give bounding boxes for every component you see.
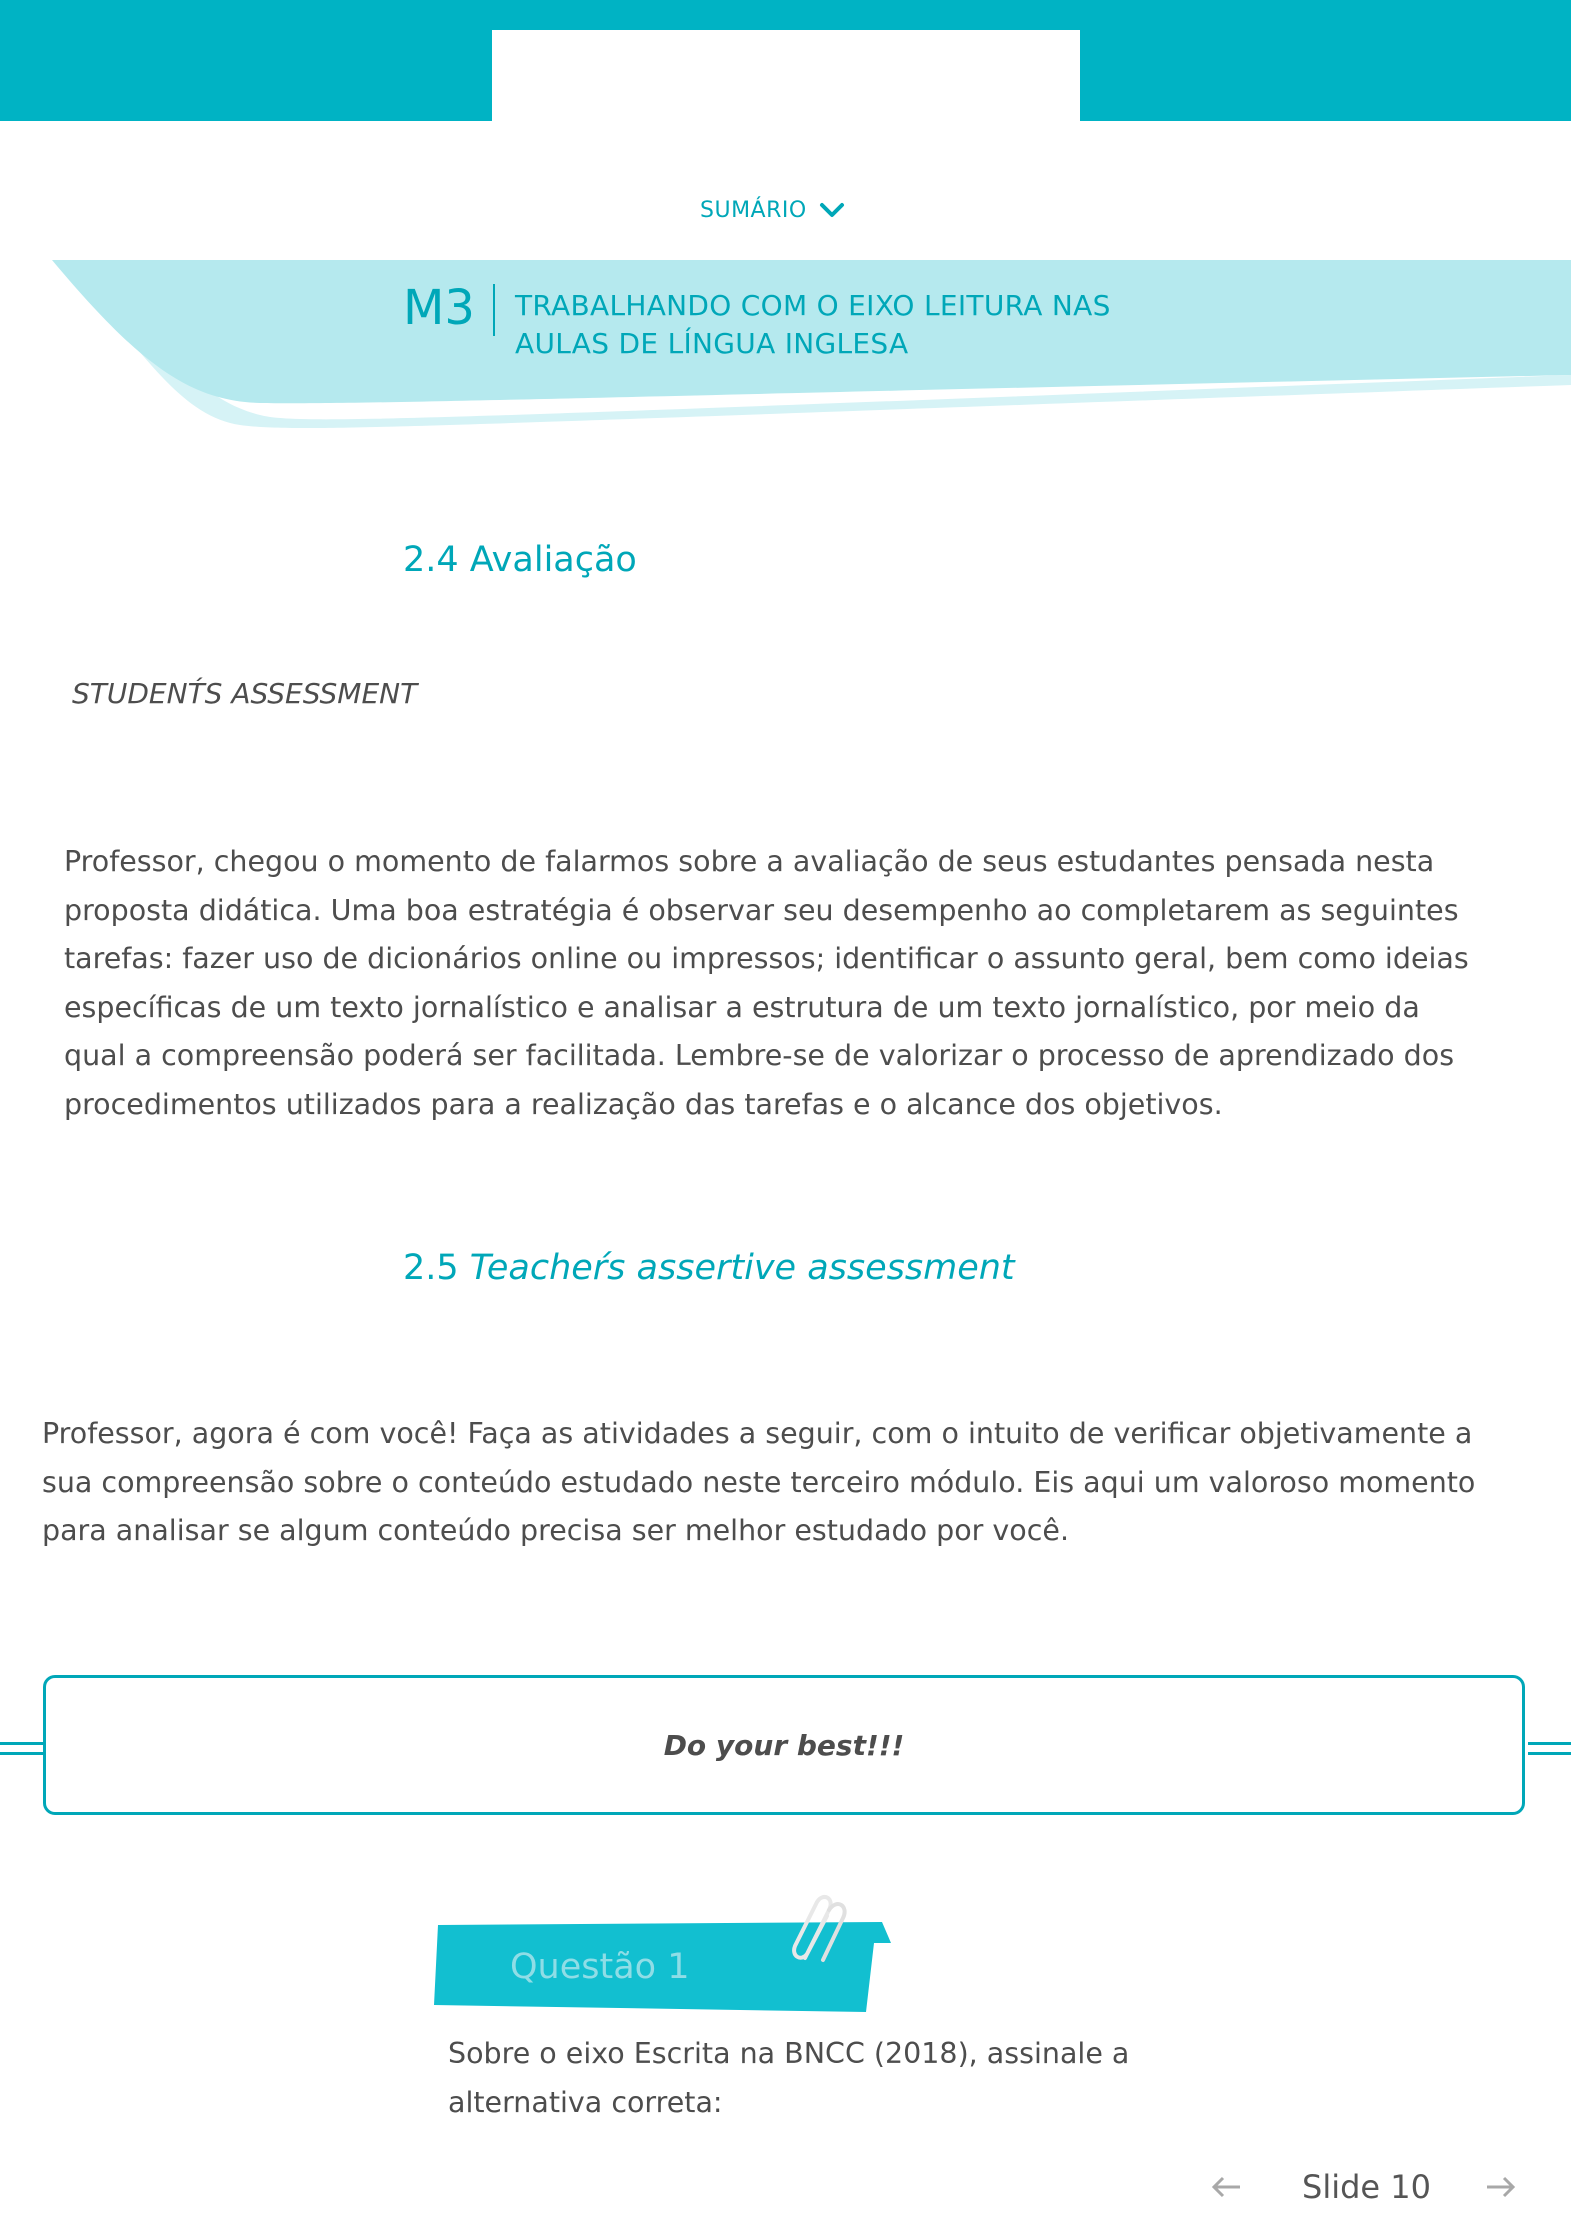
paperclip-icon [785, 1888, 851, 1970]
arrow-right-icon[interactable] [1483, 2175, 1517, 2199]
summary-link[interactable] [700, 195, 845, 225]
module-title-line-1: TRABALHANDO COM O EIXO LEITURA NAS [515, 289, 1111, 322]
section-2-4-title: 2.4 Avaliação [403, 540, 637, 580]
arrow-left-icon[interactable] [1210, 2175, 1244, 2199]
question-label: Questão 1 [510, 1947, 690, 1987]
chevron-down-icon [819, 201, 845, 219]
top-bar-notch [492, 30, 1080, 121]
summary-label: SUMÁRIO [700, 197, 807, 223]
callout-connector-left [0, 1742, 45, 1745]
slide-navigation [1210, 2162, 1517, 2212]
section-2-5-title-italic: Teacheŕs assertive assessment [469, 1248, 1015, 1288]
callout-box [43, 1675, 1525, 1815]
slide-label: Slide 10 [1302, 2168, 1431, 2206]
students-assessment-label: STUDENT́S ASSESSMENT [72, 677, 418, 710]
callout-text: Do your best!!! [663, 1728, 905, 1762]
section-2-5-body: Professor, agora é com você! Faça as atividades a seguir, com o intuito de verificar objetivamente a sua compreensão sobre o conteúdo estudado neste terceiro módulo. Eis aqui um valoroso momento para analisar se algum conteúdo precisa ser melhor estudado por você. [42, 1417, 1476, 1547]
section-2-5-number: 2.5 [403, 1248, 470, 1288]
question-text: Sobre o eixo Escrita na BNCC (2018), assinale a alternativa correta: [448, 2037, 1130, 2119]
module-title [515, 287, 1195, 363]
section-2-5-title [403, 1245, 1015, 1291]
callout-connector-left [0, 1752, 45, 1755]
module-title-line-2: AULAS DE LÍNGUA INGLESA [515, 327, 909, 360]
section-2-4-body: Professor, chegou o momento de falarmos sobre a avaliação de seus estudantes pensada nesta proposta didática. Uma boa estratégia é observar seu desempenho ao completarem as seguintes tarefas: fazer uso de dicionários online ou impressos; identificar o assunto geral, bem como ideias específicas de um texto jornalístico e analisar a estrutura de um texto jornalístico, por meio da qual a compreensão poderá ser facilitada. Lembre-se de valorizar o processo de aprendizado dos procedimentos utilizados para a realização das tarefas e o alcance dos objetivos. [64, 845, 1469, 1121]
module-code: M3 [403, 280, 475, 336]
callout-connector-right [1528, 1752, 1571, 1755]
module-divider [493, 284, 495, 336]
callout-connector-right [1528, 1742, 1571, 1745]
